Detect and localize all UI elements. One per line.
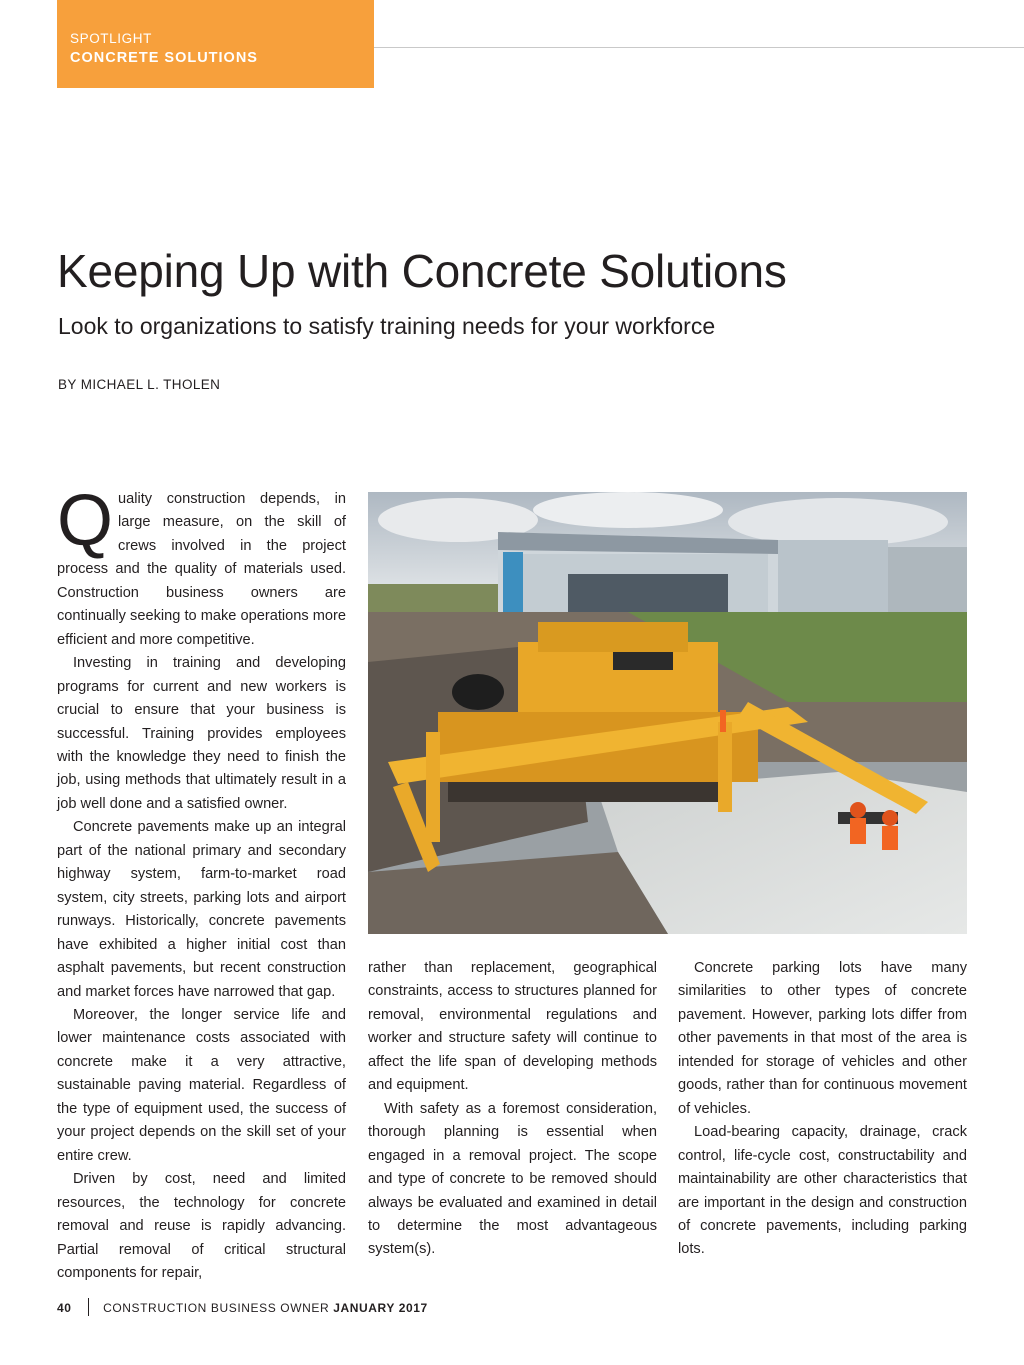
paragraph: With safety as a foremost consideration, thorough planning is essential when engaged in a removal project. The scope and type of concrete to be removed should always be evaluated and examined in detail to determine the most advantageous system(s). (368, 1100, 657, 1258)
drop-cap: Q (57, 481, 114, 561)
section-kicker: SPOTLIGHT (70, 31, 152, 46)
section-name: CONCRETE SOLUTIONS (70, 50, 258, 66)
header-rule (374, 47, 1024, 48)
publication-name: CONSTRUCTION BUSINESS OWNER (103, 1301, 330, 1315)
paragraph: rather than replacement, geographical constraints, access to structures planned for removal, environmental regulations and worker and structure safety will continue to affect the life span of developing methods and equipment. (368, 960, 657, 1094)
paving-machine-illustration (368, 492, 967, 934)
body-column-3 (678, 957, 967, 1262)
paragraph: Investing in training and developing programs for current and new workers is crucial to ensure that your business is successful. Training provides employees with the knowledge they need to finish the job, using methods that ultimately result in a job well done and a satisfied owner. (57, 655, 346, 812)
paragraph: Driven by cost, need and limited resources, the technology for concrete removal and reuse is rapidly advancing. Partial removal of critical structural components for repair, (57, 1171, 346, 1281)
article-byline: BY MICHAEL L. THOLEN (58, 377, 221, 392)
article-title: Keeping Up with Concrete Solutions (57, 245, 787, 297)
section-tab (57, 0, 374, 88)
paragraph: Quality construction depends, in large measure, on the skill of crews involved in the project process and the quality of materials used. Construction business owners are continually seeking to make operations more efficient and more competitive. (57, 481, 346, 648)
body-column-2 (368, 957, 657, 1262)
body-column-1 (57, 481, 346, 1285)
issue-date: JANUARY 2017 (333, 1301, 428, 1315)
paragraph: Moreover, the longer service life and lower maintenance costs associated with concrete make it a very attractive, sustainable paving material. Regardless of the type of equipment used, the success of your project depends on the skill set of your entire crew. (57, 1006, 346, 1164)
article-photo (368, 492, 967, 934)
article-subtitle: Look to organizations to satisfy training needs for your workforce (58, 313, 716, 339)
paragraph: Concrete parking lots have many similarities to other types of concrete pavement. However, parking lots differ from other pavements in that most of the area is intended for storage of vehicles and other goods, rather than for continuous movement of vehicles. (678, 960, 967, 1117)
paragraph: Load-bearing capacity, drainage, crack control, life-cycle cost, constructability and maintainability are other characteristics that are important in the design and construction of concrete pavements, including parking lots. (678, 1124, 967, 1258)
page-footer (57, 1298, 428, 1316)
page-number: 40 (57, 1301, 72, 1315)
footer-divider (88, 1298, 90, 1316)
paragraph: Concrete pavements make up an integral part of the national primary and secondary highway system, farm-to-market road system, city streets, parking lots and airport runways. Historically, concrete pavements have exhibited a higher initial cost than asphalt pavements, but recent construction and market forces have narrowed that gap. (57, 819, 346, 1000)
